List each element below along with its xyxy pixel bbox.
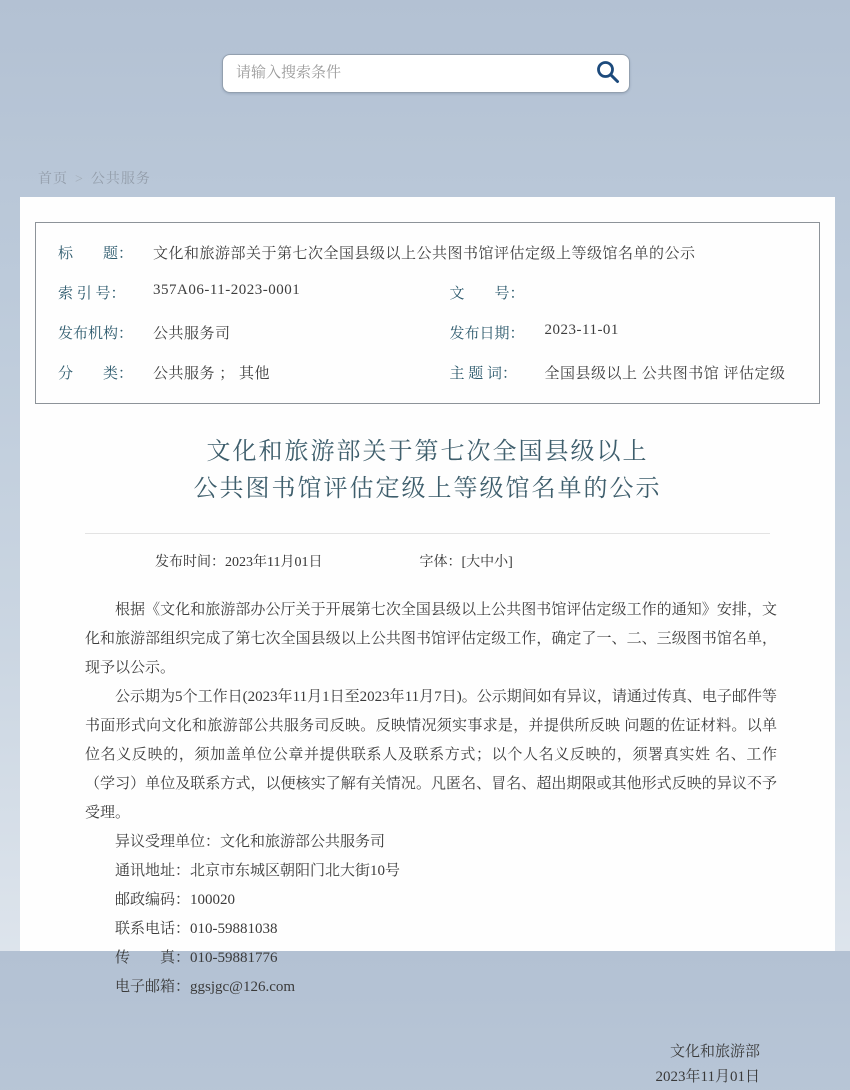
meta-pubdate-label: 发布日期：	[449, 326, 525, 342]
meta-docno-label: 文 号：	[449, 286, 525, 302]
contact-line-address: 通讯地址：北京市东城区朝阳门北大街10号	[115, 863, 401, 879]
meta-agency-value: 公共服务司	[153, 326, 231, 342]
paragraph-2: 公示期为5个工作日(2023年11月1日至2023年11月7日)。公示期间如有异议，请通过传真、电子邮件等书面形式向文化和旅游部公共服务司反映。反映情况须实事求是，并提供所反映 问题的佐证材料。以单位名义反映的，须加盖单位公章并提供联系人及联系方式；以个人名义反映的，须署真实姓 名、工作（学习）单位及联系方式，以便核实了解有关情况。凡匿名、冒名、超出期限或其他形式反映的异议不予受理。	[85, 689, 777, 821]
breadcrumb-current-link[interactable]: 公共服务	[90, 172, 151, 187]
search-icon	[595, 59, 621, 85]
contact-line-phone: 联系电话：010-59881038	[115, 921, 278, 937]
search-input[interactable]	[222, 54, 630, 93]
contact-line-email: 电子邮箱：ggsjgc@126.com	[115, 979, 296, 995]
contact-line-postcode: 邮政编码：100020	[115, 892, 236, 908]
publish-time	[155, 551, 322, 571]
title-divider	[85, 533, 770, 534]
publish-time-label: 发布时间：	[155, 555, 225, 570]
publish-time-value: 2023年11月01日	[225, 555, 323, 570]
breadcrumb-home-link[interactable]: 首页	[38, 172, 68, 187]
meta-row-index	[36, 272, 819, 312]
meta-title-value: 文化和旅游部关于第七次全国县级以上公共图书馆评估定级上等级馆名单的公示	[153, 246, 696, 262]
signature-block	[20, 1040, 760, 1090]
meta-title-label: 标 题：	[58, 246, 134, 262]
signature-org: 文化和旅游部	[669, 1044, 760, 1060]
publish-info-row	[155, 551, 835, 571]
contact-line-fax: 传 真：010-59881776	[115, 950, 278, 966]
breadcrumb	[38, 168, 151, 188]
meta-subject-value: 全国县级以上 公共图书馆 评估定级	[544, 366, 786, 382]
content-panel	[20, 197, 835, 1085]
meta-agency-label: 发布机构：	[58, 326, 134, 342]
meta-pubdate-value: 2023-11-01	[544, 322, 619, 338]
meta-index-value: 357A06-11-2023-0001	[153, 282, 301, 298]
meta-category-value: 公共服务 ； 其他	[153, 366, 271, 382]
document-meta-table	[35, 222, 820, 404]
font-size-switcher[interactable]: [大中小]	[461, 555, 513, 570]
meta-index-label: 索 引 号：	[58, 286, 126, 302]
meta-subject-label: 主 题 词：	[449, 366, 518, 382]
signature-date: 2023年11月01日	[655, 1069, 760, 1085]
search-button[interactable]	[591, 58, 625, 89]
paragraph-1: 根据《文化和旅游部办公厅关于开展第七次全国县级以上公共图书馆评估定级工作的通知》安排，文化和旅游部组织完成了第七次全国县级以上公共图书馆评估定级工作，确定了一、二、三级图书馆名单，现予以公示。	[85, 602, 777, 676]
search-bar	[222, 54, 630, 93]
meta-row-agency	[36, 312, 819, 352]
contact-line-unit: 异议受理单位：文化和旅游部公共服务司	[115, 834, 386, 850]
article-title-line1: 文化和旅游部关于第七次全国县级以上	[206, 439, 649, 465]
article-title	[60, 434, 795, 508]
article-body	[85, 596, 777, 1002]
article-title-line2: 公共图书馆评估定级上等级馆名单的公示	[193, 476, 662, 502]
meta-category-label: 分 类：	[58, 366, 134, 382]
meta-row-title	[36, 232, 819, 272]
font-size-label: 字体：	[419, 555, 462, 570]
font-size-control	[419, 551, 512, 571]
meta-row-category	[36, 352, 819, 392]
breadcrumb-separator-icon: >	[75, 172, 84, 187]
